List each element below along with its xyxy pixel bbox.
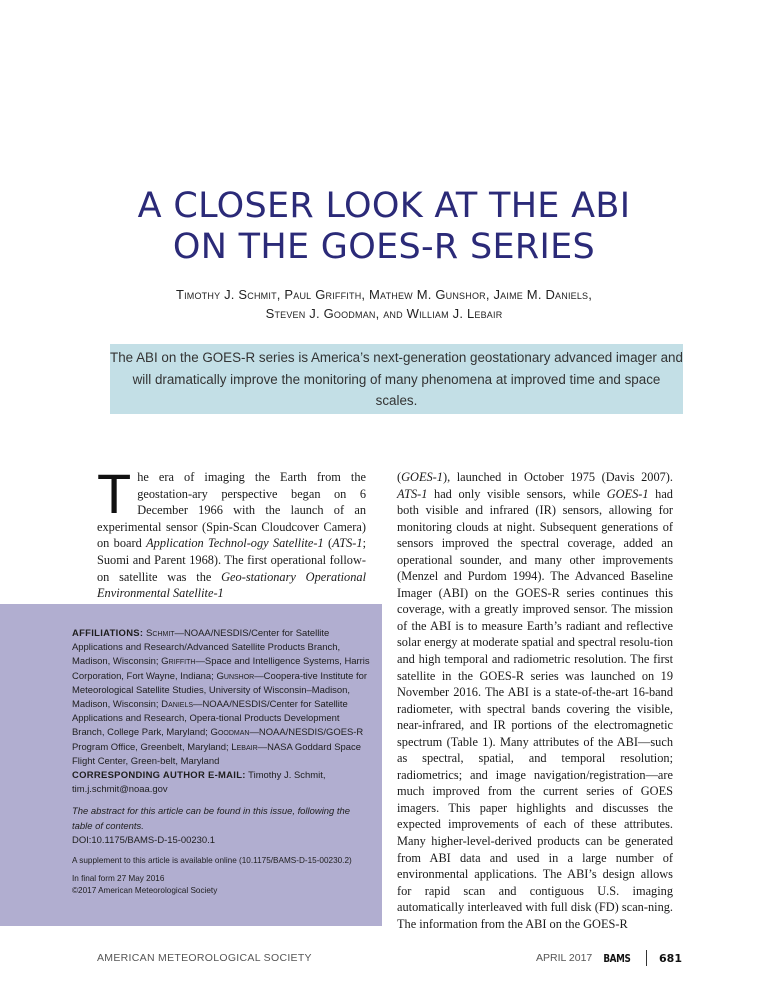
affil-name: Griffith xyxy=(161,656,196,668)
title-line-1: A CLOSER LOOK AT THE ABI xyxy=(137,186,631,226)
corresponding-label: CORRESPONDING AUTHOR E-MAIL: xyxy=(72,770,246,782)
title-line-2: ON THE GOES-R SERIES xyxy=(172,227,596,267)
callout-text: The ABI on the GOES-R series is America’s next-generation geostationary advanced imager and will dramatically improve the monitoring of many phenomena at improved time and space scales. xyxy=(110,350,683,408)
abstract-note: The abstract for this article can be found in this issue, following the table of contents. xyxy=(72,806,351,832)
affil-text: —NOAA/NESDIS/GOES-R Program Office, Greenbelt, Maryland; xyxy=(72,727,364,753)
body-italic: Application Technol-ogy Satellite-1 xyxy=(146,536,324,551)
supplement-note: A supplement to this article is available online (10.1175/BAMS-D-15-00230.2) xyxy=(72,856,352,866)
affil-text: —NASA Goddard Space Flight Center, Green-belt, Maryland xyxy=(72,741,361,767)
final-form-date: In final form 27 May 2016 xyxy=(72,874,165,884)
footer-divider xyxy=(646,950,647,966)
affil-name: Schmit xyxy=(145,628,175,639)
corresponding-email[interactable]: tim.j.schmit@noaa.gov xyxy=(72,784,168,796)
affiliations-label: AFFILIATIONS: xyxy=(72,628,144,639)
body-column-left xyxy=(97,462,367,602)
authors-line-1: Timothy J. Schmit, Paul Griffith, Mathew M. Gunshor, Jaime M. Daniels, xyxy=(175,287,593,302)
body-text: had only visible sensors, while xyxy=(427,486,607,501)
body-text: ), launched in October 1975 (Davis 2007). xyxy=(442,470,673,484)
authors-line-2: Steven J. Goodman, and William J. Lebair xyxy=(265,306,503,321)
footer-date: APRIL 2017 xyxy=(536,952,593,964)
corresponding-name: Timothy J. Schmit, xyxy=(245,770,326,782)
body-column-right xyxy=(397,469,673,932)
footer-society: AMERICAN METEOROLOGICAL SOCIETY xyxy=(97,952,312,964)
affil-name: Daniels xyxy=(161,699,194,711)
journal-logo: BAMS xyxy=(603,951,631,965)
affil-text: —Coopera-tive Institute for Meteorological Satellite Studies, University of Wisconsin–Madison, Madison, Wisconsin; xyxy=(72,670,368,711)
body-italic: ATS-1 xyxy=(332,536,363,551)
body-text: ( xyxy=(323,536,333,551)
body-text: had both visible and infrared (IR) sensors, allowing for monitoring clouds at night. Subsequent generations of sensors improved the spectral coverage, added an operational sounder, and many other improvements (Menzel and Purdom 1994). The Advanced Baseline Imager (ABI) on the GOES-R series continues this coverage, with a greatly improved sensor. The mission of the ABI is to measure Earth’s radiant and reflective solar energy at moderate spatial and spectral resolu-tion and high temporal and radiometric resolution. The first satellite in the GOES-R series was launched on 19 November 2016. The ABI is a state-of-the-art 16-band radiometer, with spectral bands covering the visible, near-infrared, and IR portions of the electromagnetic spectrum (Table 1). Many attributes of the ABI—such as spectral, spatial, and temporal resolution; radiometrics; and image navigation/registration—are much improved from the current series of GOES imagers. This paper highlights and discusses the expected improvements of each of these attributes. Many higher-level-derived products can be generated from ABI data and used in a large number of environmental applications. The ABI’s design allows for rapid scan and contiguous U.S. imaging automatically interleaved with full disk (FD) scan-ning. The information from the ABI on the GOES-R xyxy=(397,486,673,931)
author-list xyxy=(0,285,768,323)
body-text: he era of imaging the Earth from the geostation-ary perspective began on 6 December 1966 with the launch of an experimental sensor (Spin-Scan Cloudcover Camera) on board xyxy=(97,470,366,551)
doi[interactable]: DOI:10.1175/BAMS-D-15-00230.1 xyxy=(72,834,216,846)
body-text: ( xyxy=(397,470,402,484)
article-title xyxy=(0,186,768,268)
affil-name: Goodman xyxy=(210,727,250,739)
affil-name: Lebair xyxy=(231,741,258,753)
affiliations-paragraph xyxy=(72,627,370,769)
corresponding-author xyxy=(72,769,370,783)
drop-cap: T xyxy=(97,462,132,525)
copyright: ©2017 American Meteorological Society xyxy=(72,886,218,896)
body-text: ; Suomi and Parent 1968). The first operational follow-on satellite was the xyxy=(97,536,366,584)
footer-right xyxy=(536,950,682,966)
affiliations-content xyxy=(72,627,370,897)
body-italic: GOES-1 xyxy=(606,486,649,501)
affil-text: —NOAA/NESDIS/Center for Satellite Applications and Research, Opera-tional Products Development Branch, College Park, Maryland; xyxy=(72,699,348,739)
body-italic: ATS-1 xyxy=(397,486,428,501)
affil-text: —NOAA/NESDIS/Center for Satellite Applications and Research/Advanced Satellite Products Branch, Madison, Wisconsin; xyxy=(72,628,341,668)
affil-name: Gunshor xyxy=(216,670,255,682)
page-number: 681 xyxy=(659,951,682,965)
body-italic: Geo-stationary Operational Environmental Satellite-1 xyxy=(97,569,367,601)
affil-text: —Space and Intelligence Systems, Harris Corporation, Fort Wayne, Indiana; xyxy=(72,656,370,682)
body-italic: GOES-1 xyxy=(401,470,443,484)
summary-callout xyxy=(110,344,683,414)
